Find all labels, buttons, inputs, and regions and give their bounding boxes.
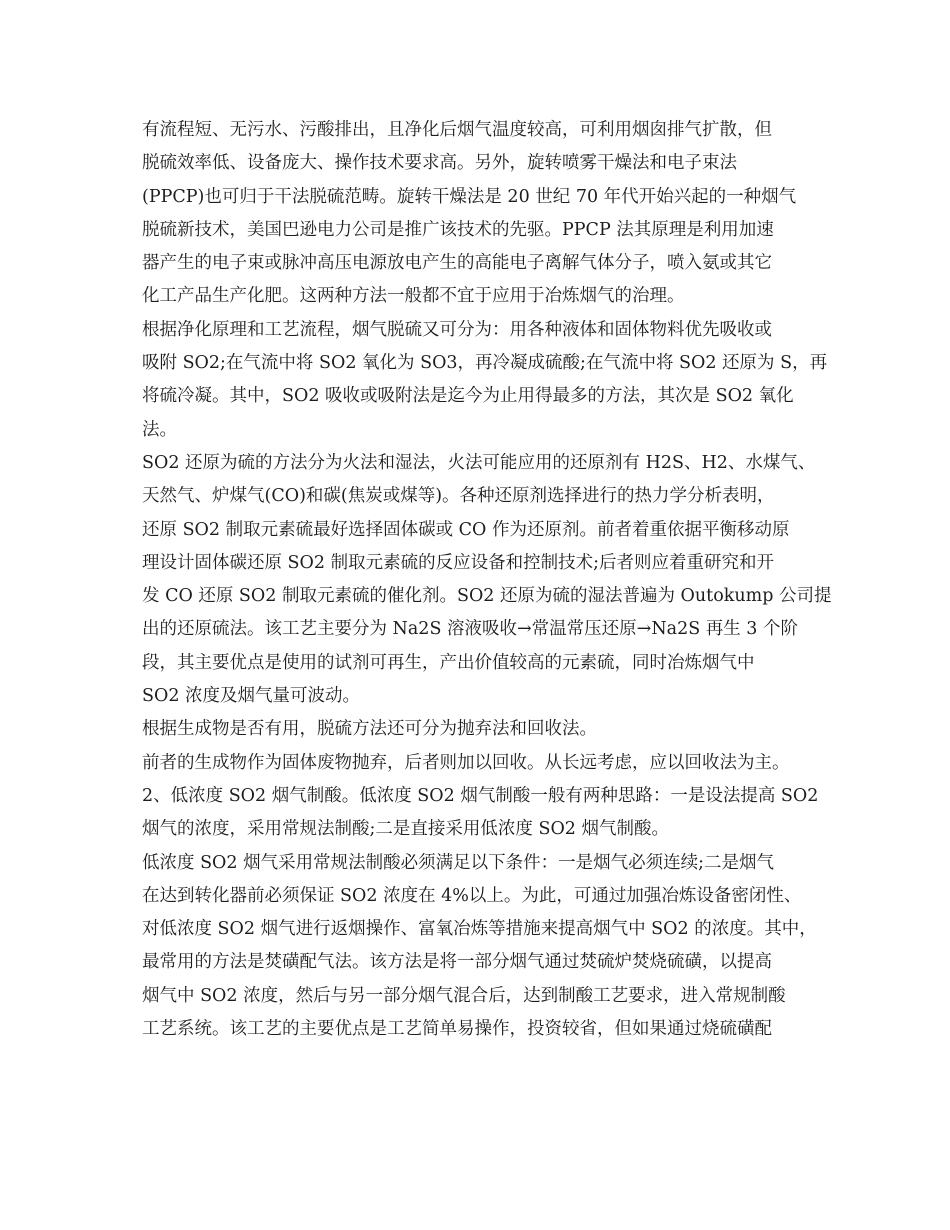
text-line: 有流程短、无污水、污酸排出，且净化后烟气温度较高，可利用烟囱排气扩散，但	[142, 120, 772, 140]
text-line: 根据生成物是否有用，脱硫方法还可分为抛弃法和回收法。	[142, 719, 597, 740]
text-line: 器产生的电子束或脉冲高压电源放电产生的高能电子离解气体分子，喷入氨或其它	[142, 253, 772, 274]
text-line: 脱硫效率低、设备庞大、操作技术要求高。另外，旋转喷雾干燥法和电子束法	[142, 153, 737, 174]
text-line: SO2 浓度及烟气量可波动。	[142, 686, 361, 707]
text-line: SO2 还原为硫的方法分为火法和湿法，火法可能应用的还原剂有 H2S、H2、水煤气、	[142, 452, 816, 473]
text-line: 将硫冷凝。其中，SO2 吸收或吸附法是迄今为止用得最多的方法，其次是 SO2 氧化	[142, 386, 794, 407]
text-line: 天然气、炉煤气(CO)和碳(焦炭或煤等)。各种还原剂选择进行的热力学分析表明，	[142, 486, 775, 507]
text-line: 根据净化原理和工艺流程，烟气脱硫又可分为：用各种液体和固体物料优先吸收或	[142, 319, 772, 340]
text-line: 工艺系统。该工艺的主要优点是工艺简单易操作，投资较省，但如果通过烧硫磺配	[142, 1019, 772, 1040]
text-line: 理设计固体碳还原 SO2 制取元素硫的反应设备和控制技术;后者则应着重研究和开	[142, 552, 774, 573]
text-line: 前者的生成物作为固体废物抛弃，后者则加以回收。从长远考虑，应以回收法为主。	[142, 752, 790, 773]
text-line: 脱硫新技术，美国巴逊电力公司是推广该技术的先驱。PPCP 法其原理是利用加速	[142, 219, 774, 240]
text-line: 2、低浓度 SO2 烟气制酸。低浓度 SO2 烟气制酸一般有两种思路：一是设法提高 SO2	[142, 785, 819, 806]
text-line: 在达到转化器前必须保证 SO2 浓度在 4%以上。为此，可通过加强冶炼设备密闭性、	[142, 885, 802, 906]
text-line: 最常用的方法是焚磺配气法。该方法是将一部分烟气通过焚硫炉焚烧硫磺，以提高	[142, 952, 772, 973]
text-line: 烟气的浓度，采用常规法制酸;二是直接采用低浓度 SO2 烟气制酸。	[142, 819, 669, 840]
body-text	[142, 114, 832, 1046]
text-line: 烟气中 SO2 浓度，然后与另一部分烟气混合后，达到制酸工艺要求，进入常规制酸	[142, 985, 786, 1006]
text-line: 吸附 SO2;在气流中将 SO2 氧化为 SO3，再冷凝成硫酸;在气流中将 SO2 还原为 S，再	[142, 353, 828, 374]
text-line: 对低浓度 SO2 烟气进行返烟操作、富氧冶炼等措施来提高烟气中 SO2 的浓度。其中，	[142, 919, 817, 940]
text-line: (PPCP)也可归于干法脱硫范畴。旋转干燥法是 20 世纪 70 年代开始兴起的一种烟气	[142, 186, 797, 207]
text-line: 化工产品生产化肥。这两种方法一般都不宜于应用于冶炼烟气的治理。	[142, 286, 685, 307]
text-line: 法。	[142, 419, 177, 440]
text-line: 还原 SO2 制取元素硫最好选择固体碳或 CO 作为还原剂。前者着重依据平衡移动原	[142, 519, 790, 540]
text-line: 发 CO 还原 SO2 制取元素硫的催化剂。SO2 还原为硫的湿法普遍为 Outokump 公司提	[142, 586, 832, 607]
text-line: 出的还原硫法。该工艺主要分为 Na2S 溶液吸收→常温常压还原→Na2S 再生 3 个阶	[142, 619, 799, 640]
text-line: 低浓度 SO2 烟气采用常规法制酸必须满足以下条件：一是烟气必须连续;二是烟气	[142, 852, 774, 873]
text-line: 段，其主要优点是使用的试剂可再生，产出价值较高的元素硫，同时冶炼烟气中	[142, 652, 755, 673]
